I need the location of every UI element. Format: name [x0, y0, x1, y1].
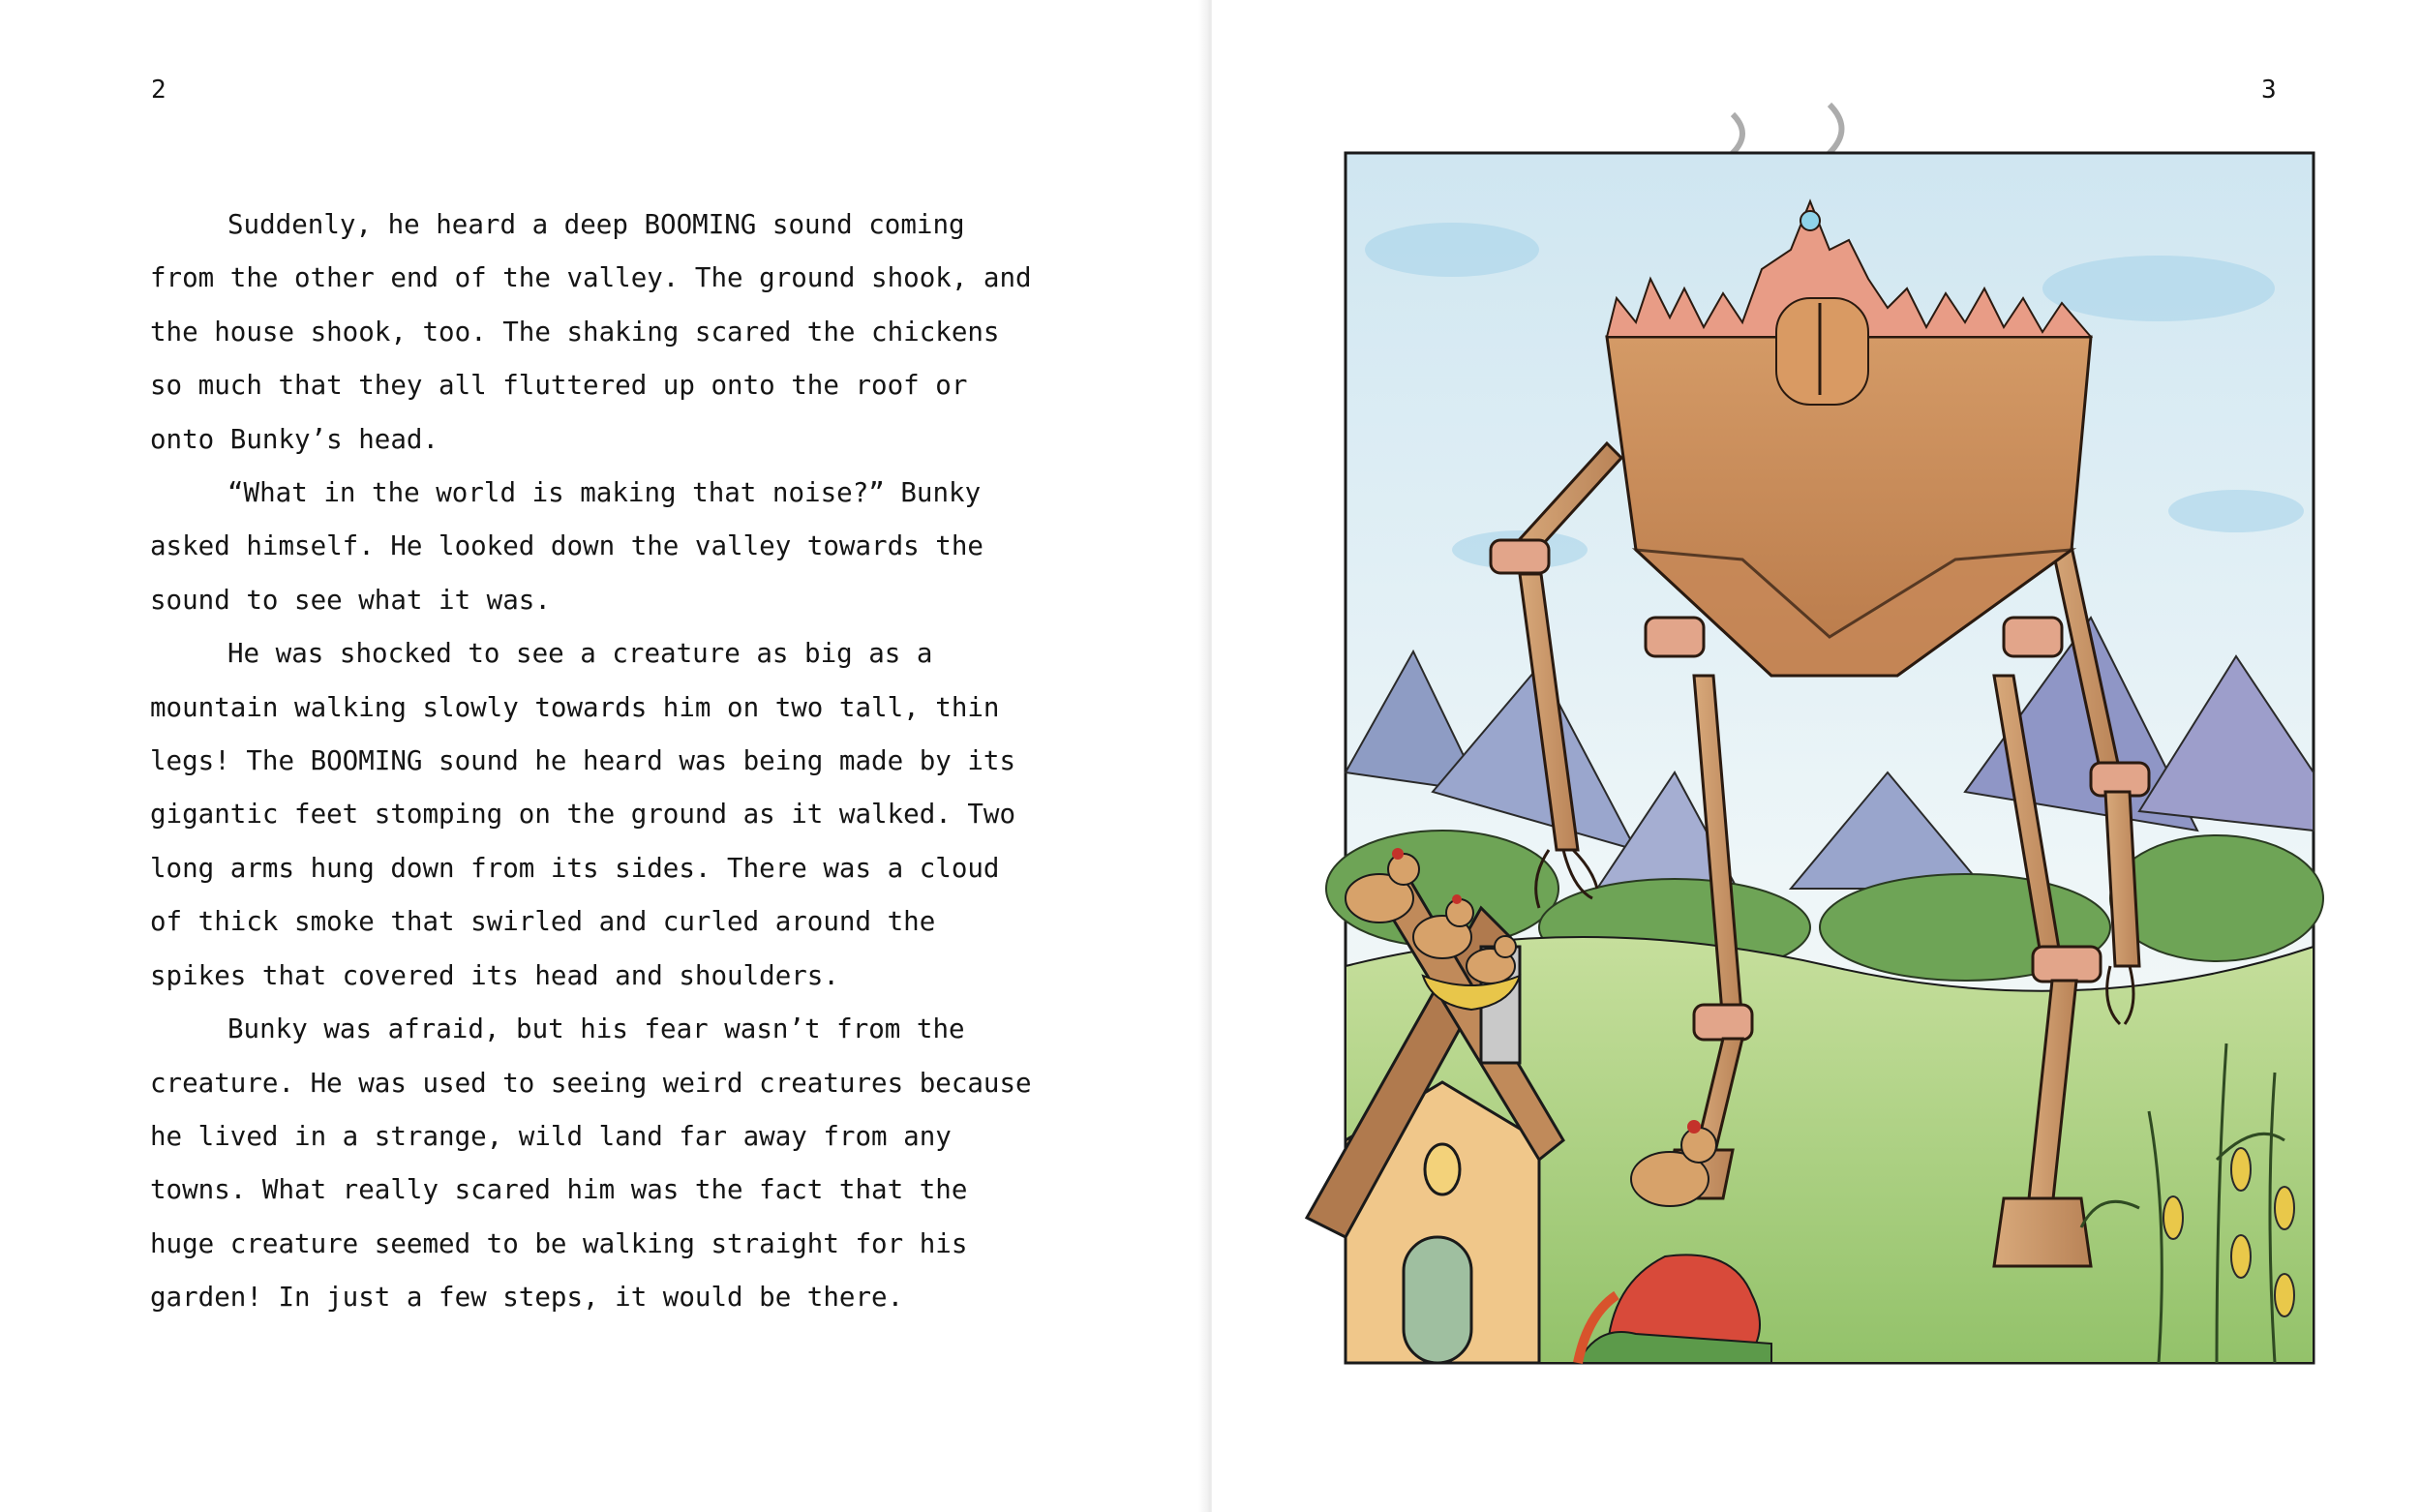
page-number-left: 2: [151, 76, 166, 105]
page-number-right: 3: [2261, 76, 2277, 105]
paragraph-3: He was shocked to see a creature as big as a mountain walking slowly towards him on two tall, thin legs! The BOOMING sound he heard was being made by its gigantic feet stomping on the ground as it walked. Two long arms hung down from its sides. There was a cloud of thick smoke that swirled and curled around the spikes that covered its head and shoulders.: [150, 638, 1016, 991]
paragraph-1: Suddenly, he heard a deep BOOMING sound coming from the other end of the valley. The ground shook, and the house shook, too. The shaking scared the chickens so much that they all fluttered up onto the roof or onto Bunky’s head.: [150, 209, 1032, 455]
walking-creature-illustration: [1287, 95, 2333, 1431]
left-page: [0, 0, 1208, 1512]
paragraph-4: Bunky was afraid, but his fear wasn’t from the creature. He was used to seeing weird creatures because he lived in a strange, wild land far away from any towns. What really scared him was the fact that the huge creature seemed to be walking straight for his garden! In just a few steps, it would be there.: [150, 1013, 1032, 1314]
paragraph-2: “What in the world is making that noise?” Bunky asked himself. He looked down the valley towards the sound to see what it was.: [150, 477, 983, 616]
story-text: [150, 198, 1041, 1325]
illustration: [1287, 95, 2333, 1431]
